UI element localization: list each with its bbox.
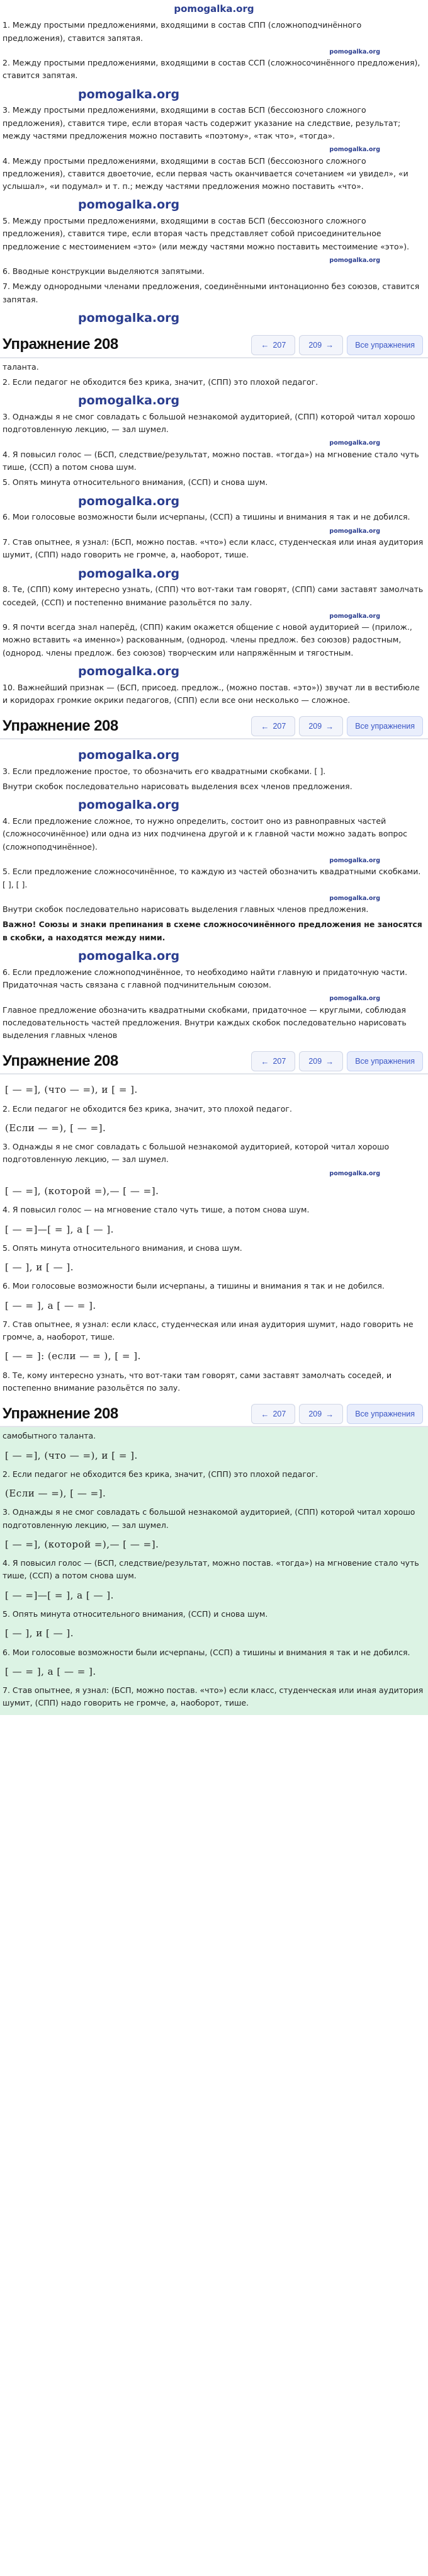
paragraph: 7. Став опытнее, я узнал: (БСП, можно постав. «что») если класс, студенческая или иная аудитория шумит, (СПП) надо говорить не громче, а, наоборот, тише. [3,537,424,560]
sentence-scheme: [ — = ], а [ — = ]. [5,1299,96,1311]
paragraph: 7. Став опытнее, я узнал: (БСП, можно постав. «что») если класс, студенческая или иная аудитория шумит, (СПП) надо говорить не громче, а, наоборот, тише. [3,1685,424,1708]
arrow-right-icon: → [325,1409,334,1419]
watermark: pomogalka.org [329,48,380,55]
sentence-scheme: [ — =], (что — =), и [ = ]. [5,1449,138,1461]
arrow-right-icon: → [325,340,334,350]
paragraph: таланта. [3,362,39,372]
paragraph: 8. Те, (СПП) кому интересно узнать, (СПП) что вот-таки там говорят, (СПП) сами заставят замолчать соседей, (ССП) и постепенно внимание разольётся по залу. [3,584,424,607]
prev-exercise-button[interactable] [251,716,295,736]
watermark: pomogalka.org [78,394,180,408]
paragraph: 3. Однажды я не смог совладать с большой незнакомой аудиторией, которой читал хорошо подготовленную лекцию, — зал шумел. [3,1142,390,1165]
next-exercise-button[interactable] [299,716,343,736]
sentence-scheme: [ — = ], а [ — = ]. [5,1665,96,1677]
paragraph: 10. Важнейший признак — (БСП, присоед. предлож., (можно постав. «это»)) звучат ли в вестибюле и коридорах громкие окрики педагогов, (СПП) если все они несколько — сложное. [3,682,420,705]
watermark: pomogalka.org [329,1170,380,1177]
exercise-card-2 [0,357,428,738]
exercise-title: Упражнение 208 [3,336,118,353]
watermark: pomogalka.org [78,748,180,763]
paragraph: 4. Я повысил голос — на мгновение стало чуть тише, а потом снова шум. [3,1205,310,1215]
prev-exercise-button[interactable] [251,1051,295,1071]
watermark: pomogalka.org [329,146,380,154]
sentence-scheme: [ — =], (которой =),— [ — =]. [5,1185,159,1197]
paragraph: 5. Опять минута относительного внимания, и снова шум. [3,1243,242,1253]
paragraph: 5. Между простыми предложениями, входящими в состав БСП (бессоюзного сложного предложения), ставится тире, если вторая часть представляет собой присоединительное предложение с местоимением «это» (или между частями можно поставить местоимение «это»). [3,216,410,251]
paragraph: 5. Опять минута относительного внимания, (ССП) и снова шум. [3,477,268,487]
exercise-title: Упражнение 208 [3,1052,118,1069]
next-exercise-button[interactable] [299,1404,343,1424]
watermark: pomogalka.org [329,440,380,447]
next-exercise-label: 209 [308,340,322,350]
sentence-scheme: (Если — =), [ — =]. [5,1122,106,1134]
watermark: pomogalka.org [78,198,180,212]
exercise-card-5 [0,1426,428,1714]
all-exercises-button[interactable]: Все упражнения [347,1404,423,1424]
all-exercises-button[interactable]: Все упражнения [347,335,423,355]
paragraph: 2. Если педагог не обходится без крика, значит, это плохой педагог. [3,1103,292,1114]
watermark: pomogalka.org [78,494,180,508]
paragraph: 6. Мои голосовые возможности были исчерпаны, (ССП) а тишины и внимания я так и не добился. [3,512,410,522]
exercise-card-3 [0,738,428,1073]
paragraph: 5. Опять минута относительного внимания, (ССП) и снова шум. [3,1609,268,1619]
paragraph: 6. Мои голосовые возможности были исчерпаны, а тишины и внимания я так и не добился. [3,1281,385,1291]
watermark: pomogalka.org [78,311,180,325]
paragraph: 6. Мои голосовые возможности были исчерпаны, (ССП) а тишины и внимания я так и не добился. [3,1647,410,1657]
arrow-left-icon: ← [261,1409,269,1419]
watermark: pomogalka.org [78,664,180,678]
watermark: pomogalka.org [329,894,380,902]
sentence-scheme: [ — ], и [ — ]. [5,1627,74,1639]
arrow-left-icon: ← [261,721,269,731]
paragraph: 5. Если предложение сложносочинённое, то каждую из частей обозначить квадратными скобками. [ ], [ ]. [3,867,421,889]
sentence-scheme: [ — =]—[ = ], а [ — ]. [5,1589,114,1601]
paragraph: 6. Если предложение сложноподчинённое, то необходимо найти главную и придаточную части. Придаточная часть связана с главной подчинительным союзом. [3,967,408,989]
next-exercise-button[interactable] [299,335,343,355]
next-exercise-label: 209 [308,722,322,731]
exercise-card-4 [0,1073,428,1426]
next-exercise-button[interactable] [299,1051,343,1071]
prev-exercise-label: 207 [273,340,286,350]
paragraph: 2. Между простыми предложениями, входящими в состав ССП (сложносочинённого предложения), ставится запятая. [3,58,420,81]
exercise-title: Упражнение 208 [3,1405,118,1422]
watermark: pomogalka.org [329,612,380,620]
paragraph: 6. Вводные конструкции выделяются запятыми. [3,266,205,276]
paragraph: 8. Те, кому интересно узнать, что вот-таки там говорят, сами заставят замолчать соседей, и постепенно внимание разольётся по залу. [3,1370,392,1393]
watermark: pomogalka.org [329,256,380,264]
watermark: pomogalka.org [78,949,180,963]
exercise-nav [0,333,428,357]
paragraph: 4. Я повысил голос — (БСП, следствие/результат, можно постав. «тогда») на мгновение стало чуть тише, (ССП) а потом снова шум. [3,449,419,472]
watermark: pomogalka.org [78,566,180,581]
prev-exercise-button[interactable] [251,1404,295,1424]
exercise-nav [0,714,428,738]
prev-exercise-label: 207 [273,1057,286,1066]
watermark: pomogalka.org [78,798,180,812]
paragraph: Главное предложение обозначить квадратными скобками, придаточное — круглыми, соблюдая последовательность частей предложения. Внутри каждых скобок последовательно нарисовать выделения главных членов [3,1005,407,1040]
paragraph: 7. Между однородными членами предложения, соединёнными интонационно без союзов, ставится запятая. [3,282,420,304]
exercise-nav [0,1049,428,1073]
prev-exercise-label: 207 [273,1410,286,1419]
next-exercise-label: 209 [308,1410,322,1419]
exercise-nav [0,1402,428,1426]
watermark: pomogalka.org [78,87,180,101]
paragraph: 3. Если предложение простое, то обозначить его квадратными скобками. [ ]. [3,766,326,776]
sentence-scheme: [ — = ]: (если — = ), [ = ]. [5,1350,141,1362]
top-watermark: pomogalka.org [174,3,254,14]
all-exercises-button[interactable]: Все упражнения [347,716,423,736]
arrow-right-icon: → [325,1056,334,1066]
all-exercises-button[interactable]: Все упражнения [347,1051,423,1071]
sentence-scheme: [ — =], (которой =),— [ — =]. [5,1538,159,1550]
paragraph: самобытного таланта. [3,1431,96,1441]
paragraph: 9. Я почти всегда знал наперёд, (СПП) каким окажется общение с новой аудиторией — (прилож., можно вставить «а именно») раскованным, (однород. члены предлож. без союзов) радостным, (однород. члены предлож. без союзов) творческим или напряжённым и тягостным. [3,622,412,658]
paragraph: Внутри скобок последовательно нарисовать выделения всех членов предложения. [3,782,352,792]
paragraph-important: Важно! Союзы и знаки препинания в схеме сложносочинённого предложения не заносятся в скобки, а находятся между ними. [3,920,422,942]
arrow-left-icon: ← [261,340,269,350]
paragraph: 7. Став опытнее, я узнал: если класс, студенческая или иная аудитория шумит, надо говорить не громче, а, наоборот, тише. [3,1319,414,1342]
sentence-scheme: [ — =], (что — =), и [ = ]. [5,1084,138,1096]
sentence-scheme: (Если — =), [ — =]. [5,1488,106,1500]
arrow-right-icon: → [325,721,334,731]
sentence-scheme: [ — ], и [ — ]. [5,1262,74,1274]
exercise-title: Упражнение 208 [3,717,118,734]
paragraph: Внутри скобок последовательно нарисовать выделения главных членов предложения. [3,904,369,915]
watermark: pomogalka.org [329,857,380,864]
paragraph: 4. Я повысил голос — (БСП, следствие/результат, можно постав. «тогда») на мгновение стало чуть тише, (ССП) а потом снова шум. [3,1558,419,1581]
watermark: pomogalka.org [329,995,380,1003]
paragraph: 3. Однажды я не смог совладать с большой незнакомой аудиторией, (СПП) которой читал хорошо подготовленную лекцию, — зал шумел. [3,1507,415,1530]
paragraph: 3. Однажды я не смог совладать с большой незнакомой аудиторией, (СПП) которой читал хорошо подготовленную лекцию, — зал шумел. [3,411,415,435]
paragraph: 4. Между простыми предложениями, входящими в состав БСП (бессоюзного сложного предложения), ставится двоеточие, если первая часть оканчивается сочетанием «и увидел», «и услышал», «и подумал» и т. п.; между частями предложения можно поставить «что». [3,156,408,191]
paragraph: 4. Если предложение сложное, то нужно определить, состоит оно из равноправных частей (сложносочинённое) или одна из них подчинена другой и к главной части можно задать вопрос (сложноподчинённое). [3,816,407,852]
paragraph: 2. Если педагог не обходится без крика, значит, (СПП) это плохой педагог. [3,1469,318,1479]
prev-exercise-button[interactable] [251,335,295,355]
paragraph: 2. Если педагог не обходится без крика, значит, (СПП) это плохой педагог. [3,377,318,387]
watermark: pomogalka.org [329,527,380,535]
arrow-left-icon: ← [261,1056,269,1066]
paragraph: 1. Между простыми предложениями, входящими в состав СПП (сложноподчинённого предложения), ставится запятая. [3,20,362,43]
prev-exercise-label: 207 [273,722,286,731]
next-exercise-label: 209 [308,1057,322,1066]
sentence-scheme: [ — =]—[ = ], а [ — ]. [5,1223,114,1235]
exercise-card-1 [0,16,428,356]
paragraph: 3. Между простыми предложениями, входящими в состав БСП (бессоюзного сложного предложения), ставится тире, если вторая часть содержит указание на следствие, результат; между частями предложения можно поставить «поэтому», «так что», «тогда». [3,105,401,140]
